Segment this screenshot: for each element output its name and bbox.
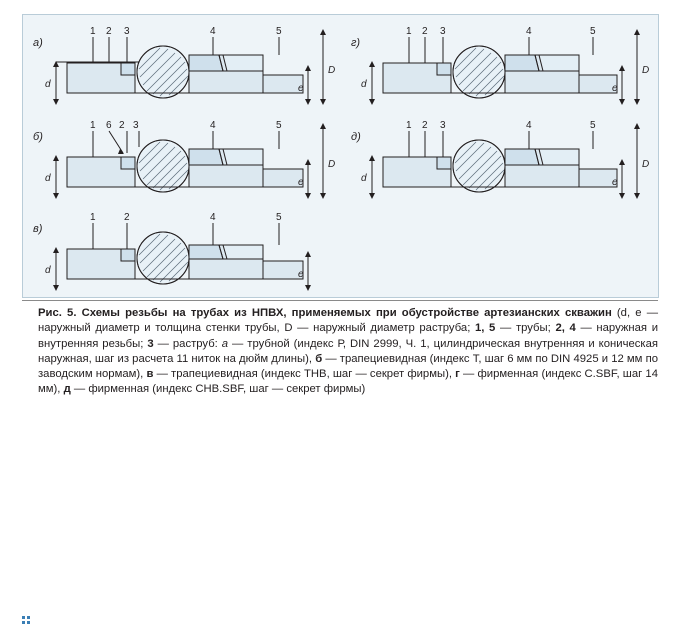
callout-d-4: 4 — [526, 120, 532, 131]
callout-v-5: 5 — [276, 212, 282, 223]
cell-label-a: а) — [33, 37, 43, 49]
diagram-cell-v — [23, 201, 341, 297]
dim-d-D: D — [642, 159, 650, 170]
callout-v-4: 4 — [210, 212, 216, 223]
callout-b-3: 3 — [133, 120, 139, 131]
callout-a-3: 3 — [124, 26, 130, 37]
thread-scheme-d — [341, 109, 658, 205]
dim-b-d: d — [45, 173, 51, 184]
caption-divider — [22, 300, 658, 301]
figure-panel — [22, 14, 659, 298]
cell-label-g: г) — [351, 37, 361, 49]
caption-item-d-val: — фирменная (индекс CHB.SBF, шаг — секрет фирмы) — [70, 383, 366, 396]
callout-b-2: 2 — [119, 120, 125, 131]
caption-item-v-key: в — [146, 368, 154, 381]
thread-scheme-v — [23, 201, 341, 297]
caption-item-3-key: 3 — [147, 337, 154, 350]
dim-a-e: e — [298, 83, 304, 94]
callout-a-2: 2 — [106, 26, 112, 37]
callout-g-4: 4 — [526, 26, 532, 37]
cell-label-b: б) — [33, 131, 43, 143]
dim-b-e: e — [298, 177, 304, 188]
callout-b-5: 5 — [276, 120, 282, 131]
callout-d-1: 1 — [406, 120, 412, 131]
dim-a-d: d — [45, 79, 51, 90]
caption-item-a-val: — трубной (индекс Р, DIN 2999, Ч. 1, цилиндрическая внутренняя и коническая наружная, шаг из расчета 11 ниток на дюйм длины), — [38, 337, 658, 365]
caption-item-2-4-key: 2, 4 — [555, 322, 576, 335]
caption-item-g-key: г — [455, 368, 460, 381]
caption-item-b-val: — трапециевидная (индекс Т, шаг 6 мм по DIN 4925 и 12 мм по заводским нормам), — [38, 352, 658, 381]
bullet-dots-icon — [22, 616, 33, 627]
callout-a-4: 4 — [210, 26, 216, 37]
thread-scheme-a — [23, 15, 341, 111]
callout-g-5: 5 — [590, 26, 596, 37]
thread-scheme-b — [23, 109, 341, 205]
caption-item-1-5-key: 1, 5 — [474, 322, 496, 335]
dim-d-d: d — [361, 173, 367, 184]
callout-d-2: 2 — [422, 120, 428, 131]
caption-item-a-key: а — [221, 337, 229, 350]
callout-a-5: 5 — [276, 26, 282, 37]
callout-g-2: 2 — [422, 26, 428, 37]
callout-a-1: 1 — [90, 26, 96, 37]
cell-label-v: в) — [33, 223, 43, 235]
dim-v-e: e — [298, 269, 304, 280]
caption-item-g-val: — фирменная (индекс C.SBF, шаг 14 мм), — [38, 368, 658, 396]
thread-scheme-g — [341, 15, 658, 111]
dim-a-D: D — [328, 65, 336, 76]
caption-item-2-4-val: — наружная и внутренняя резьбы; — [38, 322, 659, 350]
dim-g-D: D — [642, 65, 650, 76]
dim-d-e: e — [612, 177, 618, 188]
callout-b-4: 4 — [210, 120, 216, 131]
callout-b-6: 6 — [106, 120, 112, 131]
dim-v-d: d — [45, 265, 51, 276]
diagram-cell-b — [23, 109, 341, 205]
cell-label-d: д) — [351, 131, 361, 143]
callout-b-1: 1 — [90, 120, 96, 131]
caption-legend-de: (d, e — наружный диаметр и толщина стенки трубы, D — наружный диаметр раструба; — [38, 307, 658, 335]
diagram-cell-d — [341, 109, 658, 205]
callout-d-3: 3 — [440, 120, 446, 131]
dim-g-e: e — [612, 83, 618, 94]
callout-g-3: 3 — [440, 26, 446, 37]
diagram-cell-a — [23, 15, 341, 111]
caption-figure-number: Рис. 5. — [38, 307, 77, 319]
caption-item-v-val: — трапециевидная (индекс THB, шаг — секрет фирмы), — [153, 368, 456, 381]
callout-v-1: 1 — [90, 212, 96, 223]
dim-b-D: D — [328, 159, 336, 170]
figure-caption — [22, 306, 658, 398]
caption-item-d-key: д — [63, 383, 71, 396]
diagram-cell-g — [341, 15, 658, 111]
caption-item-b-key: б — [315, 352, 323, 365]
caption-title: Схемы резьбы на трубах из НПВХ, применяемых при обустройстве артезианских скважин — [76, 307, 612, 319]
callout-g-1: 1 — [406, 26, 412, 37]
caption-item-1-5-val: — трубы; — [495, 322, 556, 335]
dim-g-d: d — [361, 79, 367, 90]
caption-item-3-val: — раструб: — [153, 337, 222, 350]
callout-d-5: 5 — [590, 120, 596, 131]
callout-v-2: 2 — [124, 212, 130, 223]
